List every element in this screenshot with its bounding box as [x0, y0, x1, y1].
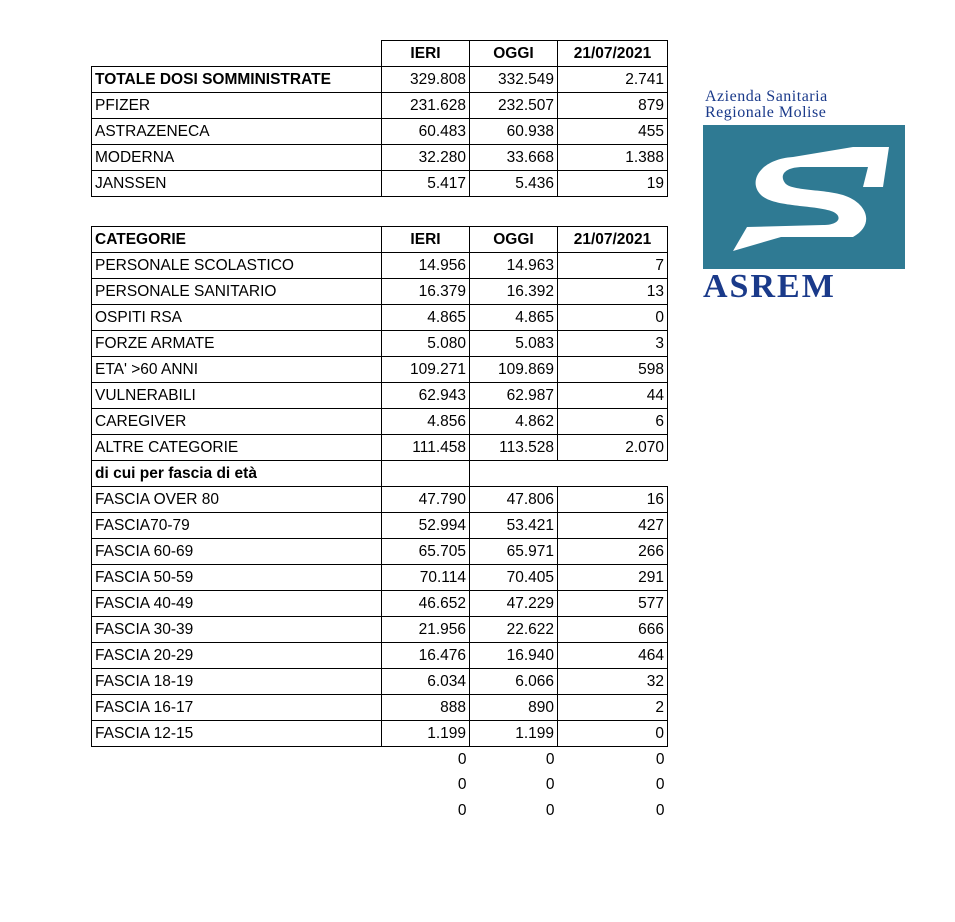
table-row — [92, 409, 668, 435]
value-diff: 0 — [655, 751, 665, 768]
value-ieri: 4.856 — [382, 409, 470, 435]
value-ieri: 0 — [457, 776, 467, 794]
header-ieri: IERI — [382, 41, 470, 67]
empty-cell — [558, 461, 668, 487]
vaccine-doses-table — [91, 40, 668, 197]
row-label: CAREGIVER — [92, 409, 382, 435]
value-oggi: 62.987 — [470, 383, 558, 409]
table-row — [92, 67, 668, 93]
value-diff: 598 — [558, 357, 668, 383]
row-label: FASCIA 18-19 — [92, 669, 382, 695]
row-label: FASCIA 40-49 — [92, 591, 382, 617]
value-ieri: 4.865 — [382, 305, 470, 331]
row-label: TOTALE DOSI SOMMINISTRATE — [92, 67, 382, 93]
table-row — [92, 513, 668, 539]
row-label: ALTRE CATEGORIE — [92, 435, 382, 461]
trailing-row — [92, 772, 668, 798]
table-row — [92, 119, 668, 145]
value-ieri: 111.458 — [382, 435, 470, 461]
value-ieri: 0 — [457, 751, 467, 768]
table-row — [92, 669, 668, 695]
header-categorie: CATEGORIE — [92, 227, 382, 253]
value-ieri: 6.034 — [382, 669, 470, 695]
value-oggi: 232.507 — [470, 93, 558, 119]
value-oggi: 65.971 — [470, 539, 558, 565]
table-row — [92, 279, 668, 305]
table-row — [92, 171, 668, 197]
value-ieri: 5.080 — [382, 331, 470, 357]
value-oggi: 4.862 — [470, 409, 558, 435]
logo-line-2: Regionale Molise — [705, 104, 827, 121]
value-diff: 13 — [558, 279, 668, 305]
value-ieri: 32.280 — [382, 145, 470, 171]
value-diff: 879 — [558, 93, 668, 119]
value-diff: 1.388 — [558, 145, 668, 171]
value-oggi: 6.066 — [470, 669, 558, 695]
row-label: FASCIA 50-59 — [92, 565, 382, 591]
row-label: JANSSEN — [92, 171, 382, 197]
value-diff: 32 — [558, 669, 668, 695]
value-ieri: 0 — [457, 801, 467, 819]
value-oggi: 5.083 — [470, 331, 558, 357]
empty-cell — [92, 798, 382, 824]
value-diff: 3 — [558, 331, 668, 357]
table-row — [92, 643, 668, 669]
value-diff: 666 — [558, 617, 668, 643]
table-row — [92, 565, 668, 591]
value-ieri: 109.271 — [382, 357, 470, 383]
value-oggi: 16.940 — [470, 643, 558, 669]
value-diff: 2.741 — [558, 67, 668, 93]
subheading-row — [92, 461, 668, 487]
value-ieri: 329.808 — [382, 67, 470, 93]
table-row — [92, 591, 668, 617]
value-diff: 464 — [558, 643, 668, 669]
table-row — [92, 435, 668, 461]
row-label: PFIZER — [92, 93, 382, 119]
value-diff: 2 — [558, 695, 668, 721]
empty-cell — [92, 747, 382, 773]
value-ieri: 46.652 — [382, 591, 470, 617]
value-oggi: 0 — [545, 801, 555, 819]
table-row — [92, 331, 668, 357]
table-row — [92, 383, 668, 409]
value-diff: 44 — [558, 383, 668, 409]
value-diff: 0 — [655, 801, 665, 819]
value-oggi: 890 — [470, 695, 558, 721]
value-diff: 455 — [558, 119, 668, 145]
row-label: VULNERABILI — [92, 383, 382, 409]
value-oggi: 0 — [545, 776, 555, 794]
row-label: PERSONALE SANITARIO — [92, 279, 382, 305]
logo-line-1: Azienda Sanitaria — [705, 88, 828, 105]
value-oggi: 53.421 — [470, 513, 558, 539]
table-row — [92, 145, 668, 171]
value-oggi: 5.436 — [470, 171, 558, 197]
value-oggi: 22.622 — [470, 617, 558, 643]
age-band-subheading: di cui per fascia di età — [92, 461, 382, 487]
value-oggi: 47.229 — [470, 591, 558, 617]
empty-cell — [470, 461, 558, 487]
value-ieri: 16.476 — [382, 643, 470, 669]
value-diff: 0 — [558, 305, 668, 331]
logo-emblem — [703, 125, 905, 269]
row-label: ASTRAZENECA — [92, 119, 382, 145]
value-ieri: 14.956 — [382, 253, 470, 279]
empty-cell — [382, 461, 470, 487]
value-oggi: 60.938 — [470, 119, 558, 145]
row-label: MODERNA — [92, 145, 382, 171]
value-diff: 2.070 — [558, 435, 668, 461]
value-ieri: 5.417 — [382, 171, 470, 197]
table-row — [92, 305, 668, 331]
row-label: OSPITI RSA — [92, 305, 382, 331]
value-diff: 291 — [558, 565, 668, 591]
value-oggi: 4.865 — [470, 305, 558, 331]
asrem-s-mark-icon — [703, 125, 905, 269]
value-diff: 16 — [558, 487, 668, 513]
trailing-row — [92, 798, 668, 824]
header-ieri: IERI — [382, 227, 470, 253]
row-label: FASCIA 16-17 — [92, 695, 382, 721]
value-ieri: 52.994 — [382, 513, 470, 539]
table-header-row — [92, 227, 668, 253]
table-row — [92, 539, 668, 565]
value-ieri: 60.483 — [382, 119, 470, 145]
value-oggi: 113.528 — [470, 435, 558, 461]
categories-table — [91, 226, 668, 823]
value-diff: 0 — [655, 776, 665, 794]
logo-acronym: ASREM — [703, 268, 836, 305]
row-label: FORZE ARMATE — [92, 331, 382, 357]
table-row — [92, 357, 668, 383]
value-ieri: 65.705 — [382, 539, 470, 565]
value-ieri: 62.943 — [382, 383, 470, 409]
value-oggi: 47.806 — [470, 487, 558, 513]
value-diff: 266 — [558, 539, 668, 565]
row-label: FASCIA 12-15 — [92, 721, 382, 747]
table-row — [92, 617, 668, 643]
table-row — [92, 721, 668, 747]
value-diff: 427 — [558, 513, 668, 539]
value-diff: 0 — [558, 721, 668, 747]
value-ieri: 21.956 — [382, 617, 470, 643]
table-row — [92, 487, 668, 513]
value-ieri: 70.114 — [382, 565, 470, 591]
row-label: FASCIA OVER 80 — [92, 487, 382, 513]
value-diff: 6 — [558, 409, 668, 435]
trailing-row — [92, 747, 668, 773]
value-oggi: 0 — [545, 751, 555, 768]
value-oggi: 1.199 — [470, 721, 558, 747]
row-label: PERSONALE SCOLASTICO — [92, 253, 382, 279]
value-ieri: 231.628 — [382, 93, 470, 119]
value-oggi: 14.963 — [470, 253, 558, 279]
value-oggi: 70.405 — [470, 565, 558, 591]
header-oggi: OGGI — [470, 227, 558, 253]
value-oggi: 33.668 — [470, 145, 558, 171]
header-date: 21/07/2021 — [558, 227, 668, 253]
value-ieri: 1.199 — [382, 721, 470, 747]
header-date: 21/07/2021 — [558, 41, 668, 67]
value-diff: 7 — [558, 253, 668, 279]
value-ieri: 47.790 — [382, 487, 470, 513]
table-row — [92, 253, 668, 279]
row-label: ETA' >60 ANNI — [92, 357, 382, 383]
row-label: FASCIA 20-29 — [92, 643, 382, 669]
value-ieri: 888 — [382, 695, 470, 721]
value-oggi: 332.549 — [470, 67, 558, 93]
asrem-logo — [700, 88, 910, 303]
value-oggi: 16.392 — [470, 279, 558, 305]
table-row — [92, 695, 668, 721]
value-diff: 19 — [558, 171, 668, 197]
table-row — [92, 93, 668, 119]
header-oggi: OGGI — [470, 41, 558, 67]
value-diff: 577 — [558, 591, 668, 617]
table-header-row — [92, 41, 668, 67]
row-label: FASCIA70-79 — [92, 513, 382, 539]
row-label: FASCIA 30-39 — [92, 617, 382, 643]
row-label: FASCIA 60-69 — [92, 539, 382, 565]
header-blank-cell — [92, 41, 382, 67]
value-ieri: 16.379 — [382, 279, 470, 305]
value-oggi: 109.869 — [470, 357, 558, 383]
empty-cell — [92, 772, 382, 798]
